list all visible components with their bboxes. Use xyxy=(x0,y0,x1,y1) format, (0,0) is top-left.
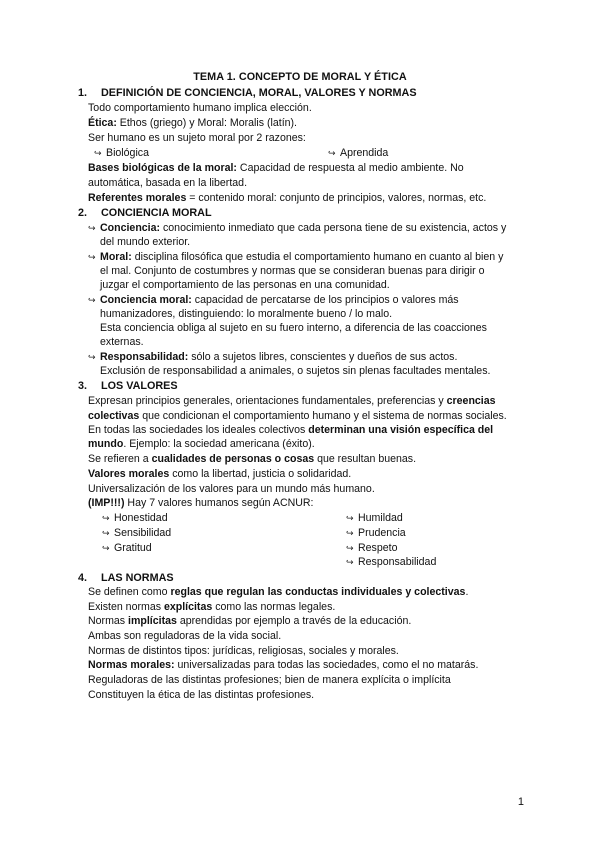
s3-line-8: (IMP!!!) Hay 7 valores humanos según ACNUR: xyxy=(88,497,314,509)
value-item: ↪ Responsabilidad xyxy=(346,556,437,568)
value-item: ↪ Honestidad xyxy=(102,512,168,524)
s3-line-6: Valores morales como la libertad, justicia o solidaridad. xyxy=(88,468,352,480)
arrow-icon: ↪ xyxy=(346,543,354,553)
s2-moral-line-1: ↪ Moral: disciplina filosófica que estudia el comportamiento humano en cuanto al bien y xyxy=(88,251,504,263)
arrow-icon: ↪ xyxy=(94,148,102,158)
section-3-number: 3. xyxy=(78,380,88,392)
s4-line-6: Normas morales: universalizadas para todas las sociedades, como el no matarás. xyxy=(88,659,479,671)
s2-cm-line-3: Esta conciencia obliga al sujeto en su fuero interno, a diferencia de las coacciones xyxy=(100,322,487,334)
s4-line-4: Ambas son reguladoras de la vida social. xyxy=(88,630,282,642)
s1-etica-line xyxy=(88,117,297,130)
s1-referentes-line: Referentes morales = contenido moral: conjunto de principios, valores, normas, etc. xyxy=(88,192,487,204)
responsabilidad-label: Responsabilidad: xyxy=(100,351,189,363)
etica-label: Ética: xyxy=(88,117,117,129)
razon-biologica: ↪ Biológica xyxy=(94,147,149,159)
s4-line-5: Normas de distintos tipos: jurídicas, religiosas, sociales y morales. xyxy=(88,645,399,657)
conciencia-label: Conciencia: xyxy=(100,222,161,234)
s2-cm-line-4: externas. xyxy=(100,336,144,348)
s2-resp-line-1: ↪ Responsabilidad: sólo a sujetos libres, conscientes y dueños de sus actos. xyxy=(88,351,458,363)
s3-line-7: Universalización de los valores para un mundo más humano. xyxy=(88,483,375,495)
arrow-icon: ↪ xyxy=(102,528,110,538)
s2-conciencia-line-2: del mundo exterior. xyxy=(100,236,191,248)
s2-moral-line-3: juzgar el comportamiento de las personas en una comunidad. xyxy=(100,279,390,291)
bases-label: Bases biológicas de la moral: xyxy=(88,162,237,174)
section-4-heading xyxy=(78,572,174,584)
section-2-title: CONCIENCIA MORAL xyxy=(101,207,212,219)
s2-resp-line-2: Exclusión de responsabilidad a animales, o sujetos sin plenas facultades mentales. xyxy=(100,365,491,377)
arrow-icon: ↪ xyxy=(102,513,110,523)
section-2-heading xyxy=(78,207,212,219)
s1-bases-line-1: Bases biológicas de la moral: Capacidad de respuesta al medio ambiente. No xyxy=(88,162,464,174)
document-title: TEMA 1. CONCEPTO DE MORAL Y ÉTICA xyxy=(193,71,407,83)
value-item: ↪ Gratitud xyxy=(102,542,152,554)
arrow-icon: ↪ xyxy=(88,252,96,262)
arrow-icon: ↪ xyxy=(346,513,354,523)
section-4-number: 4. xyxy=(78,572,88,584)
s2-moral-line-2: el mal. Conjunto de costumbres y normas que se consideran buenas para dirigir o xyxy=(100,265,485,277)
s3-line-4: mundo. Ejemplo: la sociedad americana (éxito). xyxy=(88,438,315,450)
arrow-icon: ↪ xyxy=(328,148,336,158)
section-1-number: 1. xyxy=(78,87,88,99)
section-1-heading xyxy=(78,87,417,99)
arrow-icon: ↪ xyxy=(346,528,354,538)
arrow-icon: ↪ xyxy=(102,543,110,553)
arrow-icon: ↪ xyxy=(88,295,96,305)
s3-line-2: colectivas que condicionan el comportamiento humano y el sistema de normas sociales. xyxy=(88,410,507,422)
arrow-icon: ↪ xyxy=(88,352,96,362)
value-item: ↪ Prudencia xyxy=(346,527,406,539)
s3-line-1: Expresan principios generales, orientaciones fundamentales, preferencias y creencias xyxy=(88,395,496,407)
s1-line-1: Todo comportamiento humano implica elección. xyxy=(88,102,312,114)
section-2-number: 2. xyxy=(78,207,88,219)
s4-line-1: Se definen como reglas que regulan las conductas individuales y colectivas. xyxy=(88,586,469,598)
page-number: 1 xyxy=(517,796,524,808)
s2-conciencia-line-1: ↪ Conciencia: conocimiento inmediato que cada persona tiene de su existencia, actos y xyxy=(88,222,507,234)
etica-text: Ethos (griego) y Moral: Moralis (latín). xyxy=(116,117,298,129)
value-item: ↪ Humildad xyxy=(346,512,403,524)
s3-line-3: En todas las sociedades los ideales colectivos determinan una visión específica del xyxy=(88,424,494,436)
s1-bases-line-2: automática, basada en la libertad. xyxy=(88,177,248,189)
s1-line-3: Ser humano es un sujeto moral por 2 razones: xyxy=(88,132,306,144)
arrow-icon: ↪ xyxy=(88,223,96,233)
s4-line-8: Constituyen la ética de las distintas profesiones. xyxy=(88,689,315,701)
section-4-title: LAS NORMAS xyxy=(101,572,174,584)
conciencia-moral-label: Conciencia moral: xyxy=(100,294,192,306)
s4-line-2: Existen normas explícitas como las normas legales. xyxy=(88,601,336,613)
arrow-icon: ↪ xyxy=(346,557,354,567)
value-item: ↪ Respeto xyxy=(346,542,398,554)
s2-cm-line-2: humanizadores, distinguiendo: lo moralmente bueno / lo malo. xyxy=(100,308,393,320)
s3-line-5: Se refieren a cualidades de personas o cosas que resultan buenas. xyxy=(88,453,417,465)
s4-line-3: Normas implícitas aprendidas por ejemplo a través de la educación. xyxy=(88,615,412,627)
razon-aprendida: ↪ Aprendida xyxy=(328,147,389,159)
s4-line-7: Reguladoras de las distintas profesiones; bien de manera explícita o implícita xyxy=(88,674,451,686)
section-3-heading xyxy=(78,380,178,392)
section-3-title: LOS VALORES xyxy=(101,380,178,392)
s2-cm-line-1: ↪ Conciencia moral: capacidad de percatarse de los principios o valores más xyxy=(88,294,459,306)
moral-label: Moral: xyxy=(100,251,132,263)
section-1-title: DEFINICIÓN DE CONCIENCIA, MORAL, VALORES Y NORMAS xyxy=(101,87,417,99)
value-item: ↪ Sensibilidad xyxy=(102,527,172,539)
referentes-label: Referentes morales xyxy=(88,192,187,204)
